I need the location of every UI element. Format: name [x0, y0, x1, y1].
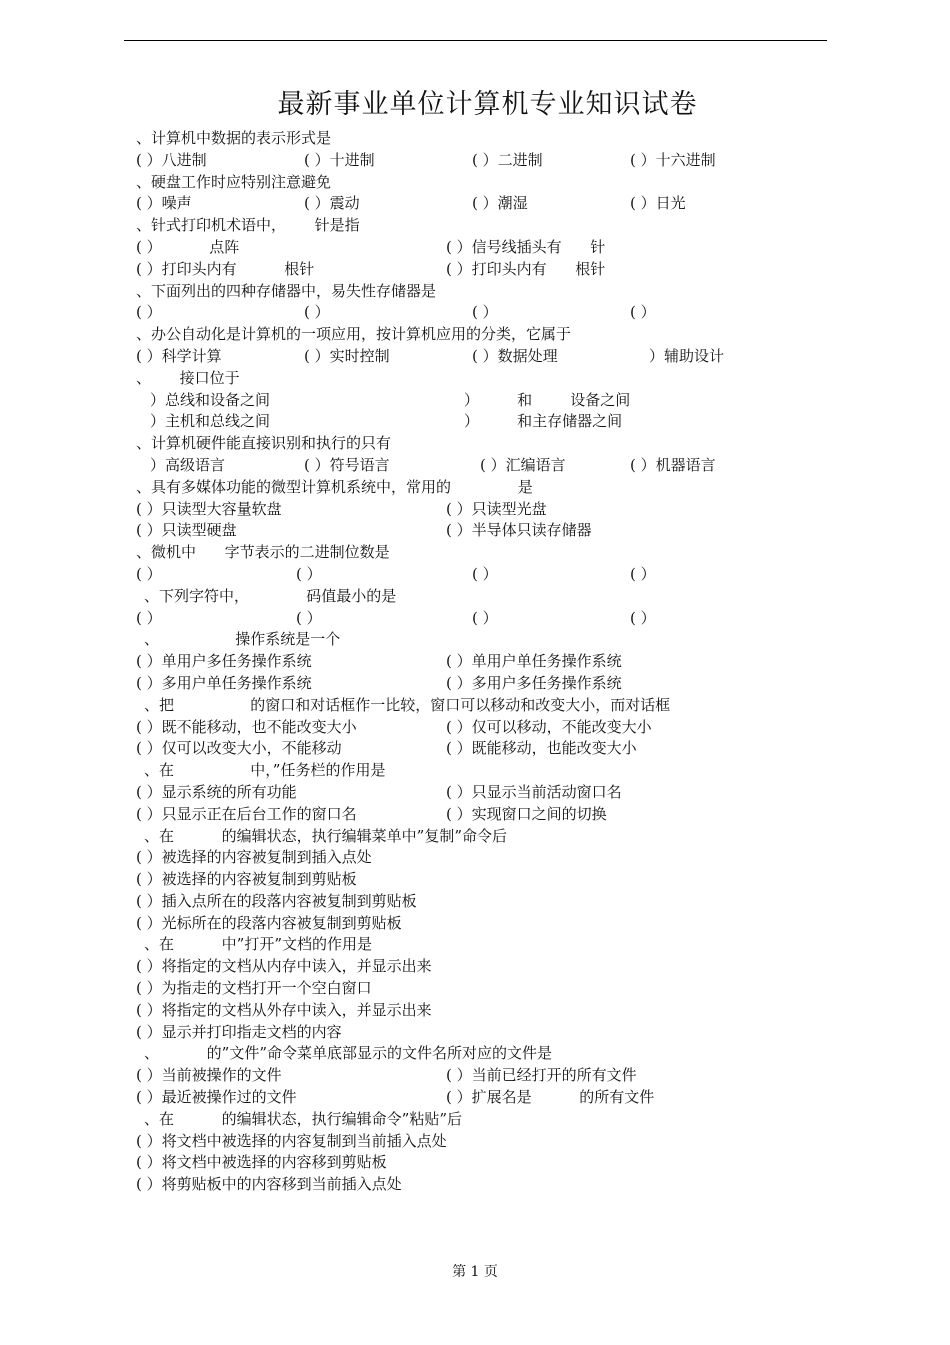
option-a: ( ）	[136, 608, 162, 627]
question-stem: 、硬盘工作时应特别注意避免	[136, 172, 332, 191]
question-stem: 、 操作系统是一个	[144, 630, 341, 649]
option-a: ( ）噪声	[136, 194, 192, 213]
option-c-text: ( ）将剪贴板中的内容移到当前插入点处	[136, 1175, 402, 1194]
option-a	[136, 956, 836, 978]
option-b-text: ( ）被选择的内容被复制到剪贴板	[136, 870, 357, 889]
options-row	[136, 1087, 836, 1109]
question-10	[136, 586, 836, 608]
options-row	[136, 782, 836, 804]
option-c: ( ）打印头内有 根针	[136, 259, 315, 278]
option-c	[136, 891, 836, 913]
question-stem: 、把 的窗口和对话框作一比较，窗口可以移动和改变大小，而对话框	[144, 695, 671, 714]
question-4	[136, 281, 836, 303]
option-d-text: ( ）显示并打印指走文档的内容	[136, 1022, 342, 1041]
question-11	[136, 629, 836, 651]
question-stem: 、办公自动化是计算机的一项应用，按计算机应用的分类，它属于	[136, 325, 572, 344]
option-b: ( ）仅可以移动，不能改变大小	[446, 717, 652, 736]
question-stem: 、 的”文件”命令菜单底部显示的文件名所对应的文件是	[144, 1044, 553, 1063]
page-number: 第 1 页	[452, 1264, 498, 1280]
question-2	[136, 172, 836, 194]
option-d: ( ）	[630, 608, 656, 627]
question-7	[136, 433, 836, 455]
options-row	[136, 673, 836, 695]
option-c: ( ）只读型硬盘	[136, 521, 237, 540]
options-row	[136, 564, 836, 586]
question-1	[136, 128, 836, 150]
question-stem: 、在 的编辑状态，执行编辑菜单中”复制”命令后	[144, 826, 508, 845]
option-c: ( ）多用户单任务操作系统	[136, 673, 312, 692]
option-d	[136, 1022, 836, 1044]
option-b	[136, 869, 836, 891]
option-a-text: ( ）将文档中被选择的内容复制到当前插入点处	[136, 1131, 447, 1150]
question-13	[136, 760, 836, 782]
option-b-text: ( ）将文档中被选择的内容移到剪贴板	[136, 1153, 387, 1172]
options-row	[136, 390, 836, 412]
question-stem: 、 接口位于	[136, 368, 240, 387]
option-d: ( ）	[630, 564, 656, 583]
options-row	[136, 520, 836, 542]
option-c: ( ）	[472, 564, 498, 583]
option-d: ( ）半导体只读存储器	[446, 521, 592, 540]
question-stem: 、计算机中数据的表示形式是	[136, 129, 332, 147]
option-b	[136, 1152, 836, 1174]
option-d: ( ）打印头内有 根针	[446, 259, 606, 278]
question-list	[136, 128, 836, 1196]
options-row	[136, 651, 836, 673]
option-a: ( ）既不能移动，也不能改变大小	[136, 717, 357, 736]
question-9	[136, 542, 836, 564]
question-15	[136, 934, 836, 956]
option-c: ( ）二进制	[472, 150, 543, 169]
options-row	[136, 717, 836, 739]
question-stem: 、针式打印机术语中， 针是指	[136, 216, 360, 235]
option-c: ( ）最近被操作过的文件	[136, 1088, 297, 1107]
option-a-text: ( ）被选择的内容被复制到插入点处	[136, 848, 372, 867]
option-b: ） 和 设备之间	[464, 390, 631, 409]
option-d: ( ）日光	[630, 194, 686, 213]
option-c-text: ( ）插入点所在的段落内容被复制到剪贴板	[136, 891, 417, 910]
option-c: ( ）只显示正在后台工作的窗口名	[136, 804, 357, 823]
option-b: ( ）十进制	[304, 150, 375, 169]
option-d	[136, 913, 836, 935]
option-b: ( ）实时控制	[304, 346, 390, 365]
option-c: ( ）汇编语言	[480, 455, 566, 474]
option-d: ( ）多用户多任务操作系统	[446, 673, 622, 692]
header-rule	[124, 40, 827, 41]
options-row	[136, 193, 836, 215]
question-stem: 、在 中”打开”文档的作用是	[144, 935, 373, 954]
option-b: ( ）单用户单任务操作系统	[446, 652, 622, 671]
option-a: ( ）八进制	[136, 150, 207, 169]
option-c: ( ）	[472, 608, 498, 627]
options-row	[136, 259, 836, 281]
question-stem: 、计算机硬件能直接识别和执行的只有	[136, 434, 392, 453]
question-3	[136, 215, 836, 237]
option-c: ( ）仅可以改变大小，不能移动	[136, 739, 342, 758]
options-row	[136, 499, 836, 521]
question-17	[136, 1109, 836, 1131]
option-b: ( ）信号线插头有 针	[446, 237, 606, 256]
option-b: ( ）	[296, 608, 322, 627]
option-c	[136, 1174, 836, 1196]
options-row	[136, 346, 836, 368]
option-c: ）主机和总线之间	[150, 412, 271, 431]
option-b: ( ）当前已经打开的所有文件	[446, 1066, 637, 1085]
question-8	[136, 477, 836, 499]
option-a: ( ） 点阵	[136, 237, 240, 256]
option-d-text: ( ）光标所在的段落内容被复制到剪贴板	[136, 913, 402, 932]
option-c-text: ( ）将指定的文档从外存中读入，并显示出来	[136, 1000, 432, 1019]
option-d: ( ）十六进制	[630, 150, 716, 169]
option-a: ( ）显示系统的所有功能	[136, 782, 297, 801]
options-row	[136, 411, 836, 433]
question-stem: 、具有多媒体功能的微型计算机系统中，常用的 是	[136, 477, 533, 496]
options-row	[136, 150, 836, 172]
page-title: 最新事业单位计算机专业知识试卷	[277, 89, 698, 120]
question-5	[136, 324, 836, 346]
option-d: ）辅助设计	[649, 346, 725, 365]
option-a: ( ）	[136, 564, 162, 583]
question-stem: 、在 的编辑状态，执行编辑命令”粘贴”后	[144, 1109, 463, 1128]
options-row	[136, 804, 836, 826]
option-d: ） 和主存储器之间	[464, 412, 623, 431]
question-stem: 、微机中 字节表示的二进制位数是	[136, 543, 390, 562]
option-a-text: ( ）将指定的文档从内存中读入，并显示出来	[136, 957, 432, 976]
question-14	[136, 826, 836, 848]
option-a: ( ）只读型大容量软盘	[136, 499, 282, 518]
option-d: ( ）	[630, 303, 656, 322]
option-a	[136, 847, 836, 869]
option-c: ( ）潮湿	[472, 194, 528, 213]
option-a: ( ）当前被操作的文件	[136, 1066, 282, 1085]
option-b: ( ）震动	[304, 194, 360, 213]
options-row	[136, 738, 836, 760]
question-stem: 、下列字符中， 码值最小的是	[144, 586, 397, 605]
question-16	[136, 1043, 836, 1065]
option-b: ( ）只读型光盘	[446, 499, 547, 518]
question-stem: 、下面列出的四种存储器中，易失性存储器是	[136, 281, 437, 300]
option-a: ）总线和设备之间	[150, 390, 271, 409]
options-row	[136, 1065, 836, 1087]
options-row	[136, 455, 836, 477]
question-stem: 、在 中，”任务栏的作用是	[144, 761, 386, 780]
question-6	[136, 368, 836, 390]
option-a: ( ）单用户多任务操作系统	[136, 652, 312, 671]
option-d: ( ）既能移动，也能改变大小	[446, 739, 637, 758]
options-row	[136, 237, 836, 259]
option-a: ( ）科学计算	[136, 346, 222, 365]
option-a	[136, 1131, 836, 1153]
option-b: ( ）符号语言	[304, 455, 390, 474]
option-d: ( ）扩展名是 的所有文件	[446, 1088, 655, 1107]
option-b: ( ）	[304, 303, 330, 322]
options-row	[136, 608, 836, 630]
options-row	[136, 302, 836, 324]
option-b: ( ）只显示当前活动窗口名	[446, 782, 622, 801]
option-d: ( ）实现窗口之间的切换	[446, 804, 607, 823]
option-a: ）高级语言	[150, 455, 226, 474]
question-12	[136, 695, 836, 717]
option-c	[136, 1000, 836, 1022]
option-b-text: ( ）为指走的文档打开一个空白窗口	[136, 979, 372, 998]
option-c: ( ）数据处理	[472, 346, 558, 365]
option-a: ( ）	[136, 303, 162, 322]
option-d: ( ）机器语言	[630, 455, 716, 474]
option-b	[136, 978, 836, 1000]
option-b: ( ）	[296, 564, 322, 583]
option-c: ( ）	[472, 303, 498, 322]
